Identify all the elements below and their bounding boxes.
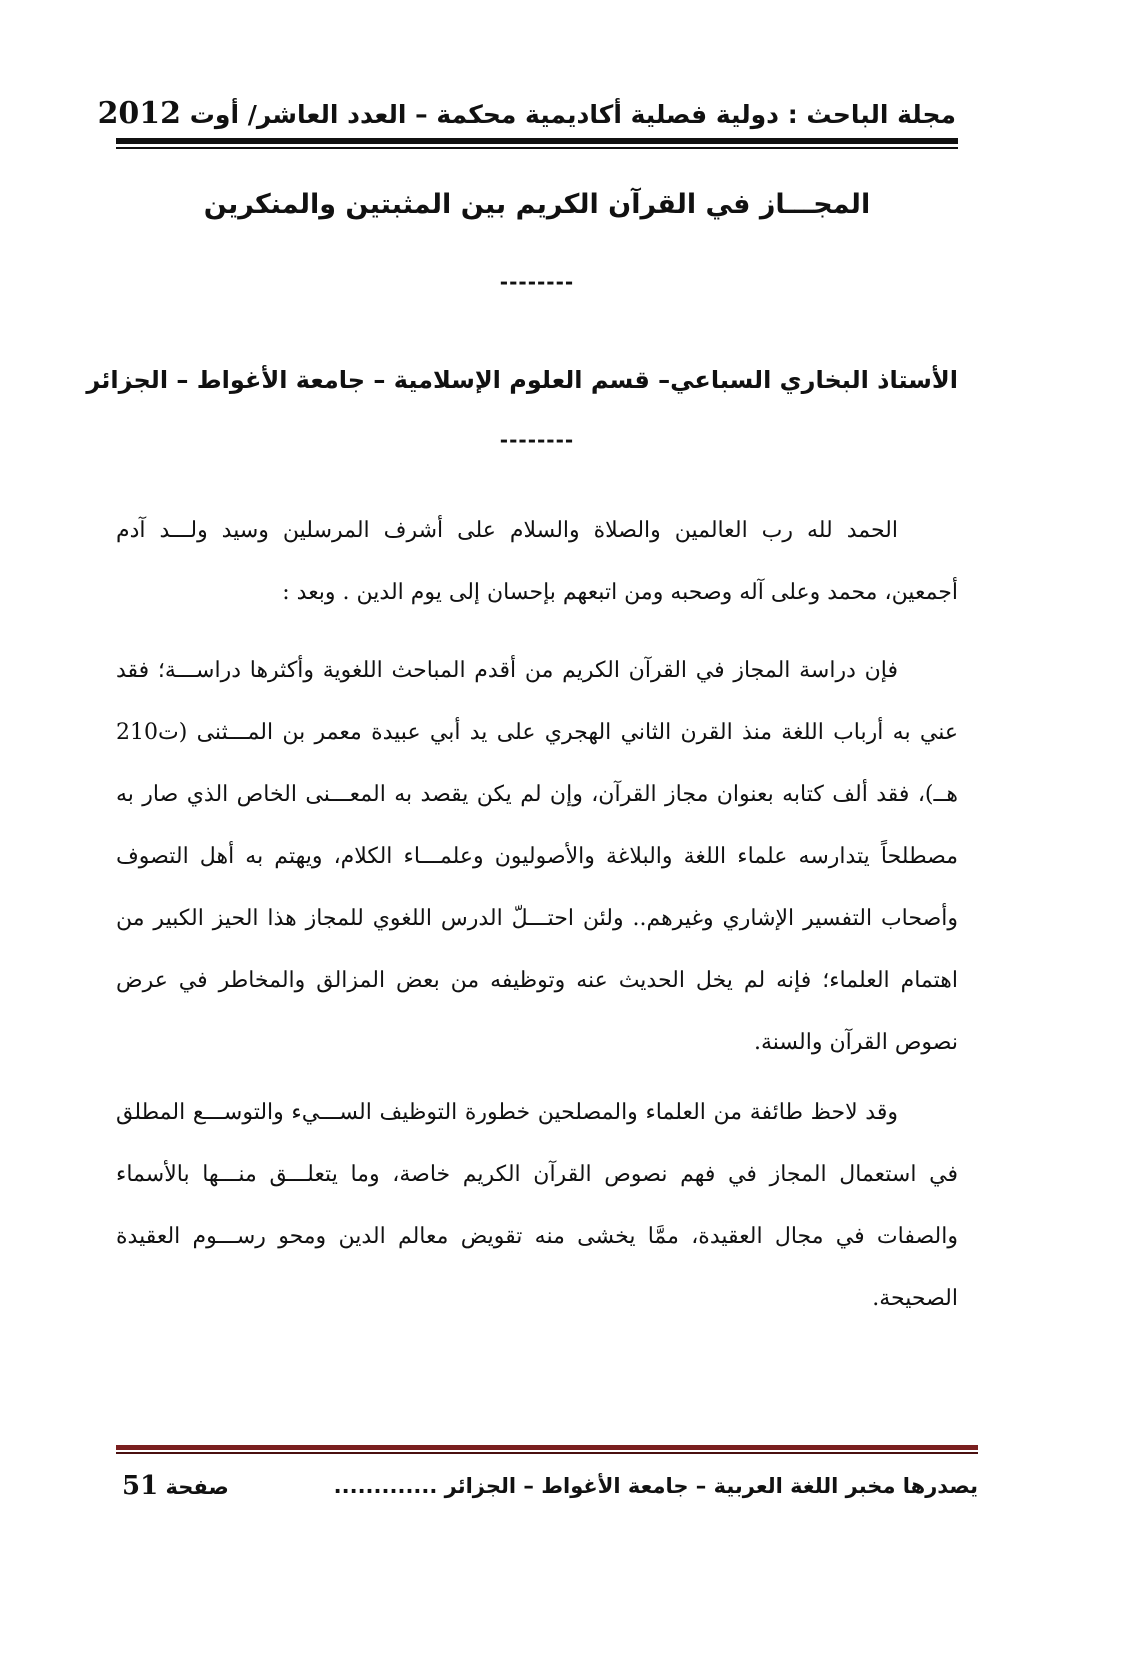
author-line: الأستاذ البخاري السباعي– قسم العلوم الإسلامية – جامعة الأغواط – الجزائر	[86, 366, 958, 394]
paragraph-1	[116, 500, 958, 624]
page-label: صفحة	[165, 1475, 229, 1499]
paragraph-2	[116, 640, 958, 1074]
footer-rule-red	[116, 1445, 978, 1450]
paragraph-text: وقد لاحظ طائفة من العلماء والمصلحين خطورة التوظيف الســـيء والتوســـع المطلق في استعمال المجاز في فهم نصوص القرآن الكريم خاصة، وما يتعلـــق منـــها بالأسماء والصفات في مجال العقيدة، ممَّا يخشى منه تقويض معالم الدين ومحو رســـوم العقيدة الصحيحة.	[116, 1100, 958, 1311]
footer-publisher: يصدرها مخبر اللغة العربية – جامعة الأغواط – الجزائر .............	[333, 1474, 978, 1498]
article-title: المجـــاز في القرآن الكريم بين المثبتين والمنكرين	[203, 189, 871, 220]
journal-name: مجلة الباحث : دولية فصلية أكاديمية محكمة – العدد العاشر/ أوت	[189, 100, 956, 129]
paragraph-text: الحمد لله رب العالمين والصلاة والسلام على أشرف المرسلين وسيد ولـــد آدم أجمعين، محمد وعلى آله وصحبه ومن اتبعهم بإحسان إلى يوم الدين . وبعد :	[116, 518, 958, 605]
page-footer	[116, 1466, 978, 1506]
page-number	[122, 1466, 229, 1507]
journal-header	[97, 92, 956, 136]
header-rule-thin	[116, 147, 958, 149]
author-separator: --------	[499, 428, 575, 452]
paragraph-3	[116, 1082, 958, 1330]
journal-year: 2012	[97, 96, 182, 131]
title-separator: --------	[499, 270, 575, 294]
footer-rule-dark	[116, 1452, 978, 1454]
paragraph-text: فإن دراسة المجاز في القرآن الكريم من أقدم المباحث اللغوية وأكثرها دراســـة؛ فقد عني به أرباب اللغة منذ القرن الثاني الهجري على يد أبي عبيدة معمر بن المـــثنى (ت210 هــ)، فقد ألف كتابه بعنوان مجاز القرآن، وإن لم يكن يقصد به المعـــنى الخاص الذي صار به مصطلحاً يتدارسه علماء اللغة والبلاغة والأصوليون وعلمـــاء الكلام، ويهتم به أهل التصوف وأصحاب التفسير الإشاري وغيرهم.. ولئن احتـــلّ الدرس اللغوي للمجاز هذا الحيز الكبير من اهتمام العلماء؛ فإنه لم يخل الحديث عنه وتوظيفه من بعض المزالق والمخاطر في عرض نصوص القرآن والسنة.	[116, 658, 958, 1055]
header-rule-thick	[116, 138, 958, 144]
page-number-value: 51	[122, 1471, 159, 1501]
